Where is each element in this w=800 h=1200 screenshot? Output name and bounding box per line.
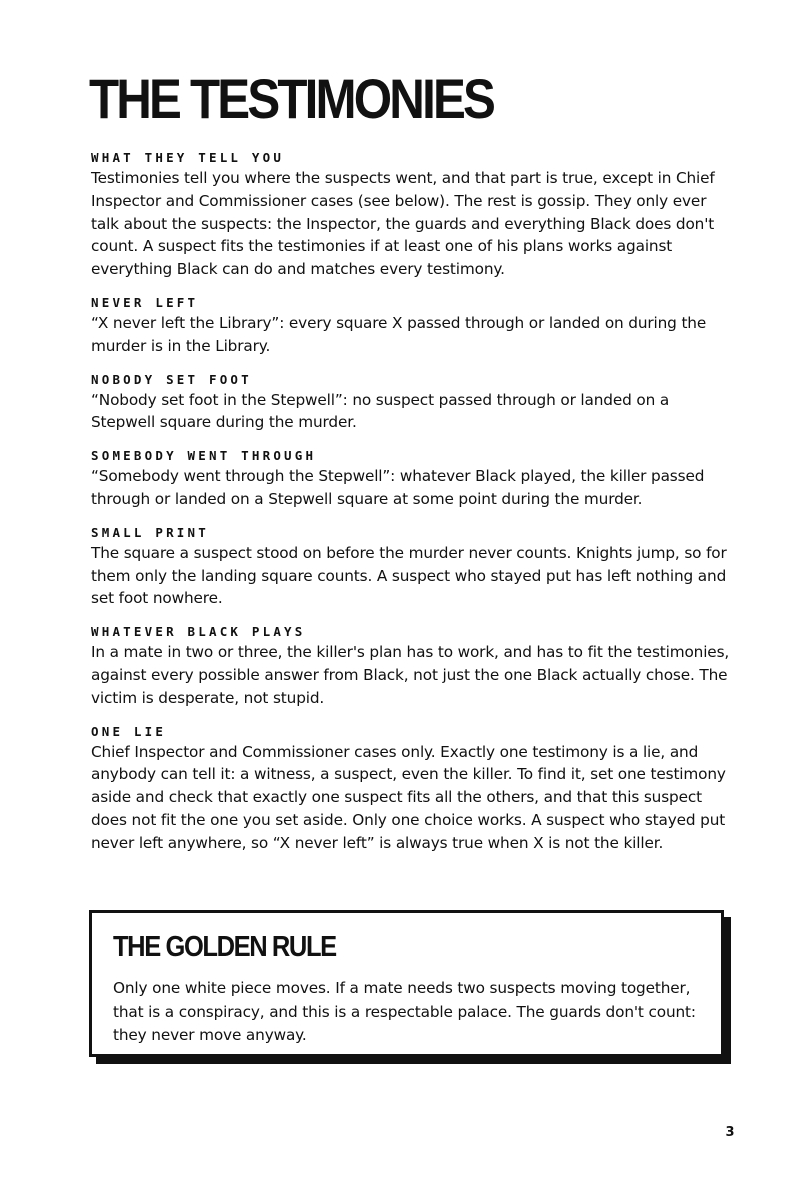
section-label: NEVER LEFT bbox=[91, 294, 199, 310]
section-nobody-set-foot bbox=[91, 371, 736, 435]
section-label: ONE LIE bbox=[91, 723, 167, 739]
section-label: WHAT THEY TELL YOU bbox=[91, 150, 285, 165]
golden-rule-box bbox=[89, 910, 724, 1057]
golden-rule-title: THE GOLDEN RULE bbox=[113, 931, 336, 963]
page-title: THE TESTIMONIES bbox=[89, 67, 494, 130]
section-text: “X never left the Library”: every square X passed through or landed on during the murder is in the Library. bbox=[91, 313, 707, 355]
section-label: WHATEVER BLACK PLAYS bbox=[91, 624, 306, 640]
section-text: Chief Inspector and Commissioner cases only. Exactly one testimony is a lie, and anybody can tell it: a witness, a suspect, even the killer. To find it, set one testimony aside and check that exactly one suspect fits all the others, and that this suspect does not fit the one you set aside. Only one choice works. A suspect who stayed put never left anywhere, so “X never left” is always true when X is not the killer. bbox=[91, 742, 726, 852]
section-text: “Nobody set foot in the Stepwell”: no suspect passed through or landed on a Stepwell square during the murder. bbox=[91, 390, 670, 432]
section-never-left bbox=[91, 294, 736, 358]
testimony-sections bbox=[91, 149, 736, 868]
section-small-print bbox=[91, 524, 736, 610]
section-label: SMALL PRINT bbox=[91, 524, 209, 540]
section-somebody-went-through bbox=[91, 447, 736, 511]
section-text: In a mate in two or three, the killer's plan has to work, and has to fit the testimonies, against every possible answer from Black, not just the one Black actually chose. The victim is desperate, not stupid. bbox=[91, 643, 730, 707]
section-text: Testimonies tell you where the suspects went, and that part is true, except in Chief Inspector and Commissioner cases (see below). The rest is gossip. They only ever talk about the suspects: the Inspector, the guards and everything Black does don't count. A suspect fits the testimonies if at least one of his plans works against everything Black can do and matches every testimony. bbox=[91, 169, 715, 279]
section-text: “Somebody went through the Stepwell”: whatever Black played, the killer passed through or landed on a Stepwell square at some point during the murder. bbox=[91, 467, 705, 508]
page-number: 3 bbox=[725, 1125, 735, 1140]
section-label: NOBODY SET FOOT bbox=[91, 371, 252, 387]
section-whatever-black-plays bbox=[91, 623, 736, 709]
section-what-they-tell-you bbox=[91, 149, 736, 281]
section-one-lie bbox=[91, 723, 736, 855]
section-label: SOMEBODY WENT THROUGH bbox=[91, 448, 317, 464]
section-text: The square a suspect stood on before the murder never counts. Knights jump, so for them only the landing square counts. A suspect who stayed put has left nothing and set foot nowhere. bbox=[91, 543, 727, 608]
golden-rule-text: Only one white piece moves. If a mate needs two suspects moving together, that is a conspiracy, and this is a respectable palace. The guards don't count: they never move anyway. bbox=[113, 979, 696, 1044]
